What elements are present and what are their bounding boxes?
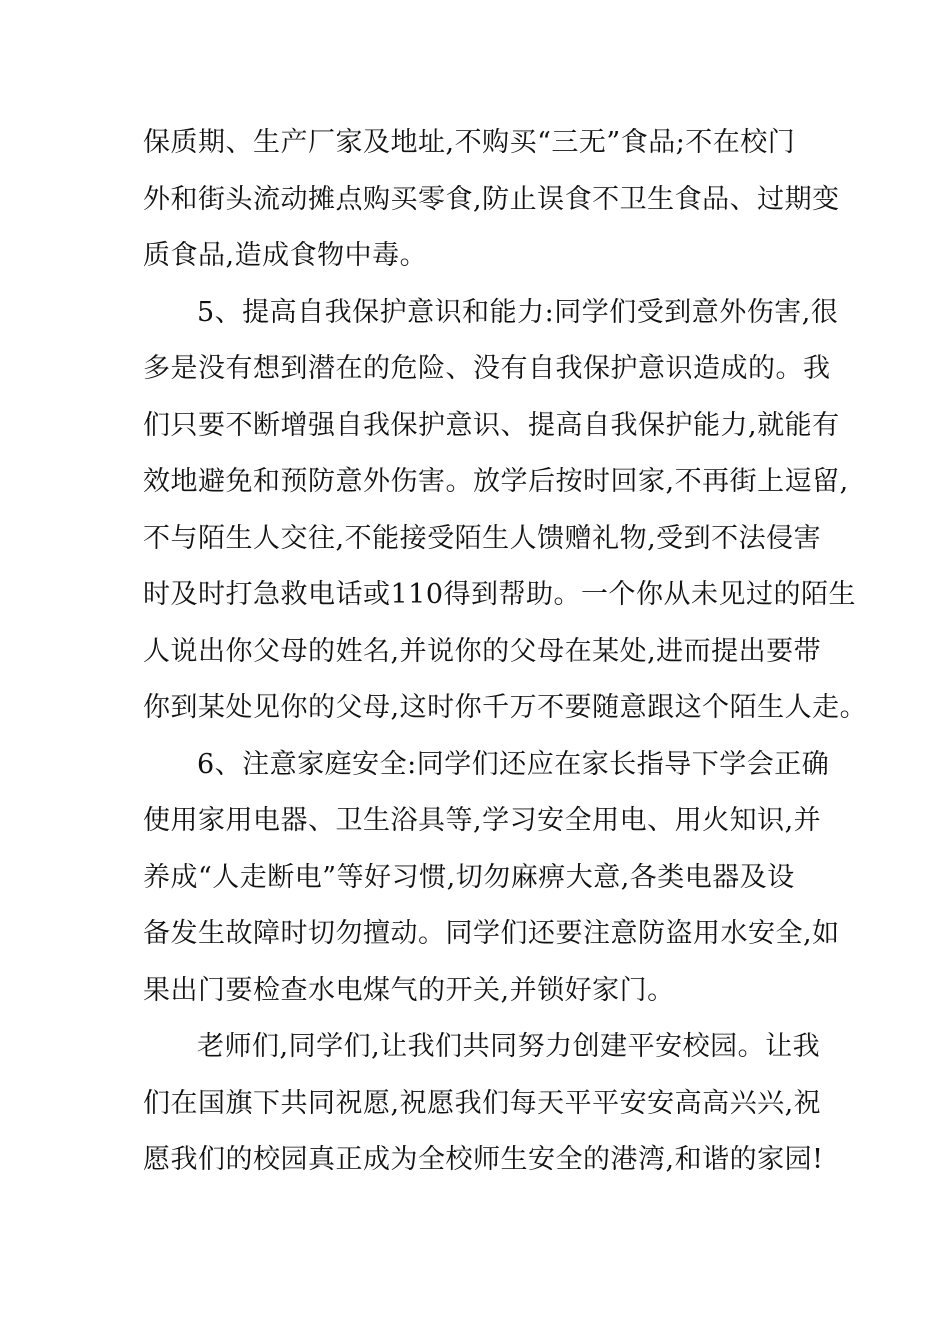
document-body: [143, 115, 868, 1189]
text-line: 使用家用电器、卫生浴具等,学习安全用电、用火知识,并: [143, 805, 822, 836]
text-line: 人说出你父母的姓名,并说你的父母在某处,进而提出要带: [143, 635, 822, 667]
text-line: 你到某处见你的父母,这时你千万不要随意跟这个陌生人走。: [143, 692, 868, 723]
text-line: 质食品,造成食物中毒。: [143, 240, 428, 271]
text-line: 备发生故障时切勿擅动。同学们还要注意防盗用水安全,如: [143, 918, 840, 949]
text-line: 果出门要检查水电煤气的开关,并锁好家门。: [143, 974, 675, 1006]
paragraph-closing: [143, 1019, 824, 1189]
text-line: 多是没有想到潜在的危险、没有自我保护意识造成的。我: [143, 353, 831, 384]
text-line: 们只要不断增强自我保护意识、提高自我保护能力,就能有: [143, 409, 840, 441]
text-line: 5、提高自我保护意识和能力:同学们受到意外伤害,很: [197, 296, 839, 328]
text-line: 养成“人走断电”等好习惯,切勿麻痹大意,各类电器及设: [143, 861, 795, 893]
text-line: 6、注意家庭安全:同学们还应在家长指导下学会正确: [197, 748, 830, 780]
text-line: 不与陌生人交往,不能接受陌生人馈赠礼物,受到不法侵害: [143, 522, 822, 554]
text-line: 老师们,同学们,让我们共同努力创建平安校园。让我: [197, 1031, 821, 1062]
paragraph-6-home-safety: [143, 737, 840, 1020]
paragraph-5-self-protection: [143, 285, 868, 737]
text-line: 效地避免和预防意外伤害。放学后按时回家,不再街上逗留,: [143, 466, 849, 497]
text-line: 时及时打急救电话或110得到帮助。一个你从未见过的陌生: [143, 579, 857, 610]
text-line: 们在国旗下共同祝愿,祝愿我们每天平平安安高高兴兴,祝: [143, 1087, 822, 1119]
text-line: 愿我们的校园真正成为全校师生安全的港湾,和谐的家园!: [143, 1144, 824, 1175]
text-line: 保质期、生产厂家及地址,不购买“三无”食品;不在校门: [143, 127, 796, 158]
text-line: 外和街头流动摊点购买零食,防止误食不卫生食品、过期变: [143, 183, 840, 215]
paragraph-continuation: [143, 115, 840, 285]
